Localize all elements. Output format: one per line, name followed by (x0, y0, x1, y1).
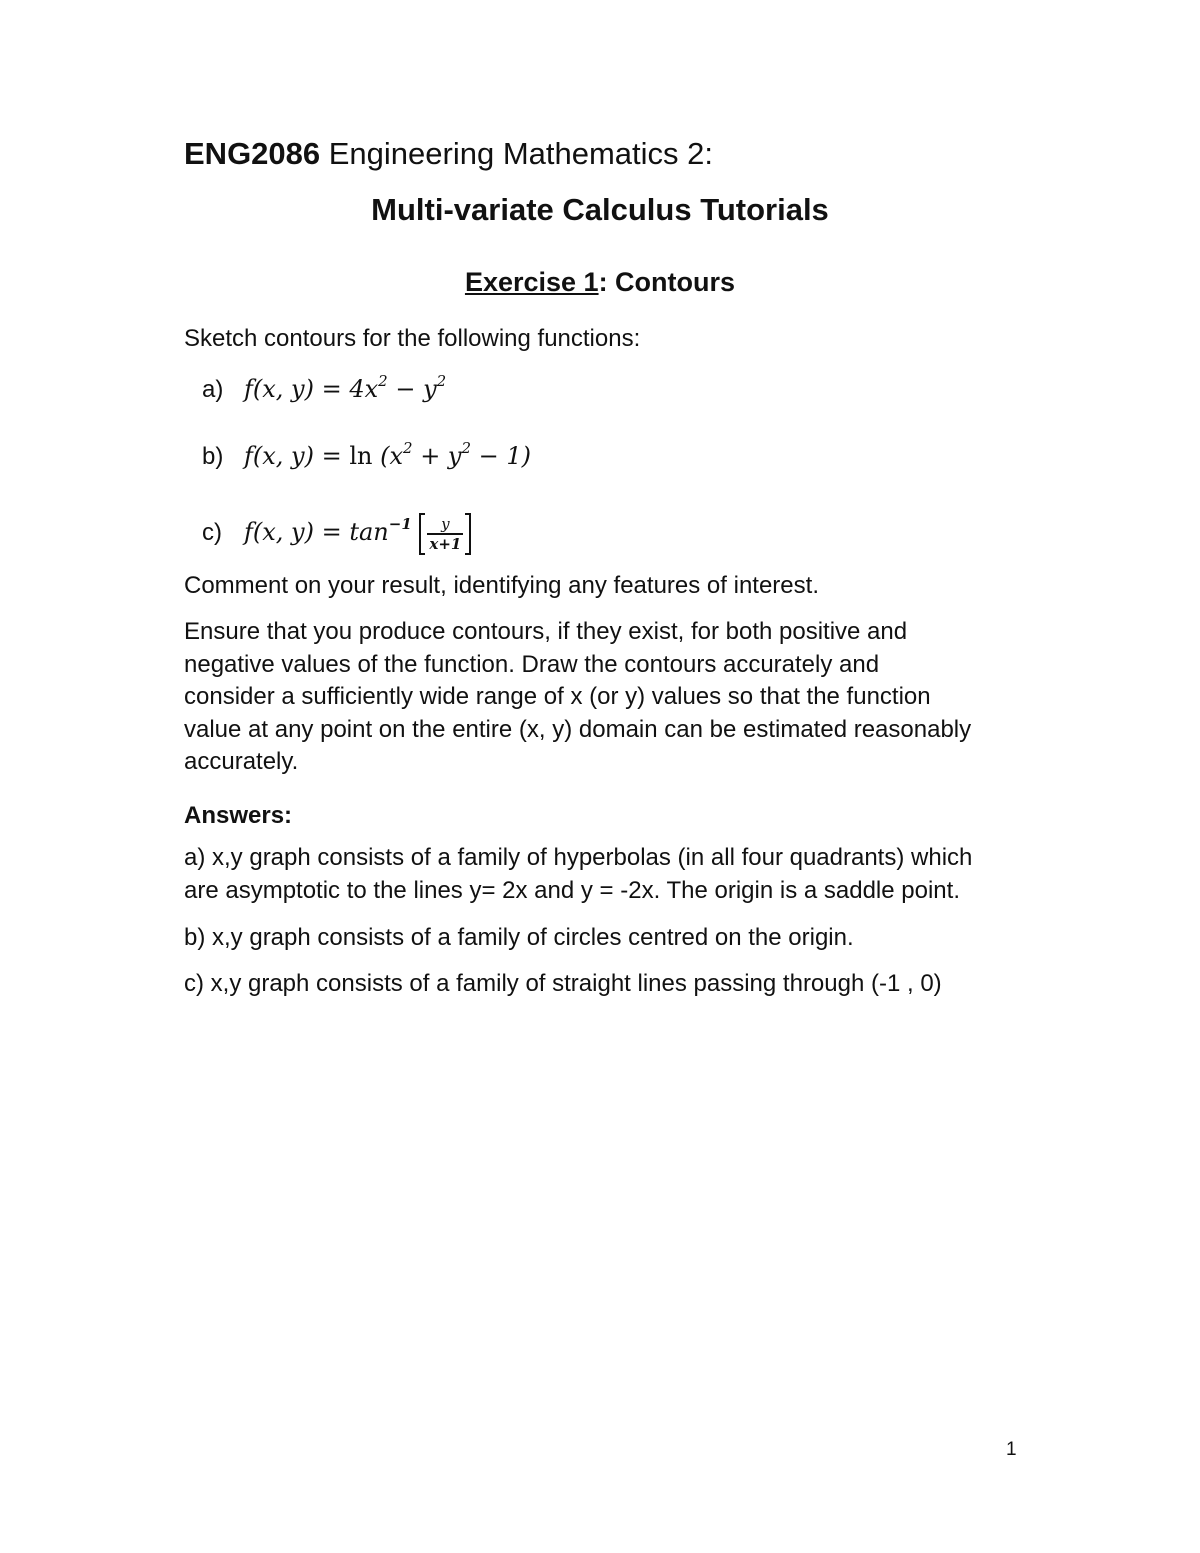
answer-a-line: a) x,y graph consists of a family of hyperbolas (in all four quadrants) which (184, 844, 973, 871)
function-a-equation: f(x, $y) = 4x^2 - y^2$ (244, 372, 447, 403)
instructions-line: consider a sufficiently wide range of x (or y) values so that the function (184, 683, 931, 710)
exercise-topic: : Contours (598, 267, 736, 297)
function-b-label: b) (202, 443, 224, 470)
document-subtitle: Multi-variate Calculus Tutorials (371, 192, 829, 227)
function-c-equation: f(x, $y) = \tan^{-1}$ $\frac{y}{x+1}$ (244, 518, 471, 546)
function-a-label: a) (202, 376, 224, 403)
function-b-equation: f(x, $y) = \ln (x^2 + y^2 - 1)$ (244, 439, 532, 470)
exercise-label: Exercise 1 (464, 267, 599, 297)
fraction-bracket (419, 512, 471, 556)
answers-heading: Answers: (184, 802, 293, 829)
answer-b: b) x,y graph consists of a family of circles centred on the origin. (184, 924, 854, 951)
comment-text: Comment on your result, identifying any features of interest. (184, 572, 819, 599)
exercise-prompt: Sketch contours for the following functions: (184, 325, 641, 352)
instructions-line: negative values of the function. Draw the contours accurately and (184, 650, 880, 678)
instructions-line: value at any point on the entire (x, y) domain can be estimated reasonably (184, 715, 972, 743)
fraction-denominator: x+1 (429, 535, 462, 554)
instructions-paragraph (184, 616, 1016, 779)
function-a (202, 373, 446, 406)
answer-a-line: are asymptotic to the lines y= 2x and y = -2x. The origin is a saddle point. (184, 876, 960, 904)
page-number: 1 (1006, 1439, 1017, 1460)
course-code: ENG2086 (184, 136, 321, 171)
exercise-heading (0, 264, 1200, 300)
function-c (202, 511, 471, 555)
instructions-line: Ensure that you produce contours, if they exist, for both positive and (184, 618, 908, 645)
fraction-numerator: y (427, 515, 463, 535)
instructions-line: accurately. (184, 748, 299, 775)
function-c-label: c) (202, 519, 222, 546)
answer-c: c) x,y graph consists of a family of straight lines passing through (-1 , 0) (184, 970, 942, 997)
answer-a (184, 842, 1016, 907)
course-title (184, 134, 713, 174)
course-name: Engineering Mathematics 2: (320, 136, 714, 171)
function-b (202, 440, 531, 473)
